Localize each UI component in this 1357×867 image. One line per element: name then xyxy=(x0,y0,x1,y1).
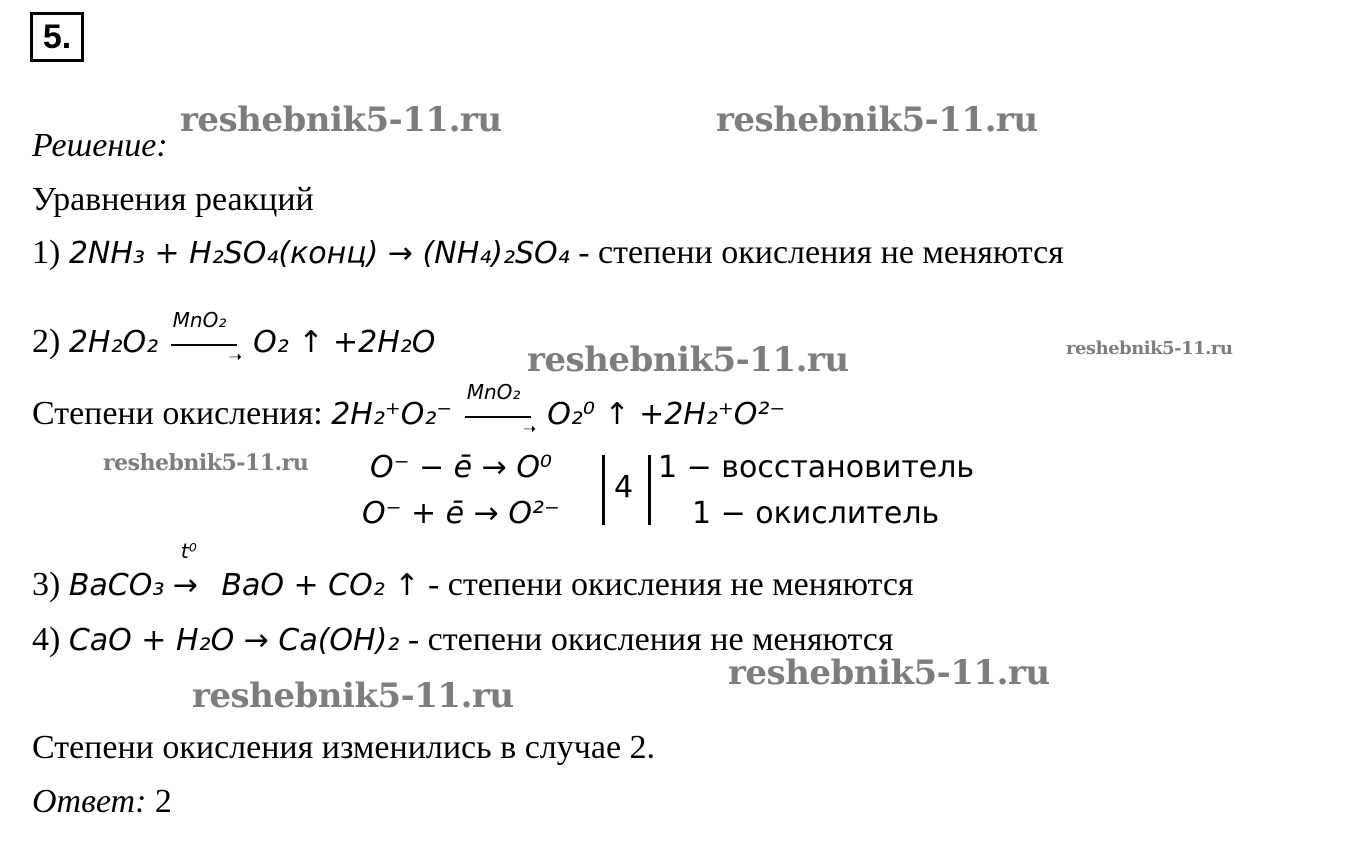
watermark: reshebnik5-11.ru xyxy=(192,676,514,716)
problem-number: 5. xyxy=(30,12,84,62)
reaction-left: 2H₂O₂ xyxy=(68,325,159,360)
heat-arrow: t⁰ → xyxy=(173,565,213,606)
balance-divider xyxy=(648,455,651,525)
oxidation-right: O₂⁰ ↑ +2H₂⁺O²⁻ xyxy=(547,397,786,432)
balance-line-1: O⁻ − ē → O⁰ xyxy=(370,450,552,485)
reaction-prefix: 4) xyxy=(32,621,61,658)
reaction-note: - степени окисления не меняются xyxy=(407,621,894,658)
reaction-note: - степени окисления не меняются xyxy=(578,234,1064,271)
solution-label: Решение: xyxy=(32,127,168,164)
reaction-2 xyxy=(32,308,436,367)
answer-label: Ответ: xyxy=(32,783,147,820)
reaction-prefix: 1) xyxy=(32,234,61,271)
reaction-1 xyxy=(32,233,1064,274)
answer-value: 2 xyxy=(154,783,172,820)
balance-role-1: 1 − восстановитель xyxy=(658,450,975,485)
watermark: reshebnik5-11.ru xyxy=(180,100,502,140)
reaction-note: - степени окисления не меняются xyxy=(427,566,914,603)
reaction-formula: 2NH₃ + H₂SO₄(конц) → (NH₄)₂SO₄ xyxy=(68,236,570,271)
heat-condition: t⁰ xyxy=(180,539,197,563)
balance-line-2: O⁻ + ē → O²⁻ xyxy=(362,496,560,531)
watermark: reshebnik5-11.ru xyxy=(103,450,309,476)
reaction-prefix: 3) xyxy=(32,566,61,603)
reaction-prefix: 2) xyxy=(32,323,61,360)
balance-divider xyxy=(602,455,605,525)
oxidation-states-line xyxy=(32,380,786,439)
catalyst-label: MnO₂ xyxy=(172,308,227,333)
watermark: reshebnik5-11.ru xyxy=(716,100,1038,140)
catalyst-arrow: MnO₂ ➝ xyxy=(167,324,245,364)
conclusion: Степени окисления изменились в случае 2. xyxy=(32,729,656,766)
reaction-right: BaO + CO₂ ↑ xyxy=(221,568,420,603)
balance-role-2: 1 − окислитель xyxy=(692,496,940,531)
answer xyxy=(32,782,172,822)
balance-lcm: 4 xyxy=(614,470,634,505)
reaction-left: BaCO₃ xyxy=(68,568,165,603)
watermark: reshebnik5-11.ru xyxy=(1066,338,1233,359)
equations-heading: Уравнения реакций xyxy=(32,181,314,218)
watermark: reshebnik5-11.ru xyxy=(728,653,1050,693)
oxidation-states-label: Степени окисления: xyxy=(32,395,323,432)
reaction-4 xyxy=(32,620,893,661)
catalyst-label: MnO₂ xyxy=(466,380,521,405)
reaction-3 xyxy=(32,539,914,606)
reaction-right: O₂ ↑ +2H₂O xyxy=(253,325,436,360)
oxidation-left: 2H₂⁺O₂⁻ xyxy=(331,397,453,432)
reaction-formula: CaO + H₂O → Ca(OH)₂ xyxy=(68,623,400,658)
watermark: reshebnik5-11.ru xyxy=(527,340,849,380)
catalyst-arrow: MnO₂ ➝ xyxy=(461,396,539,436)
